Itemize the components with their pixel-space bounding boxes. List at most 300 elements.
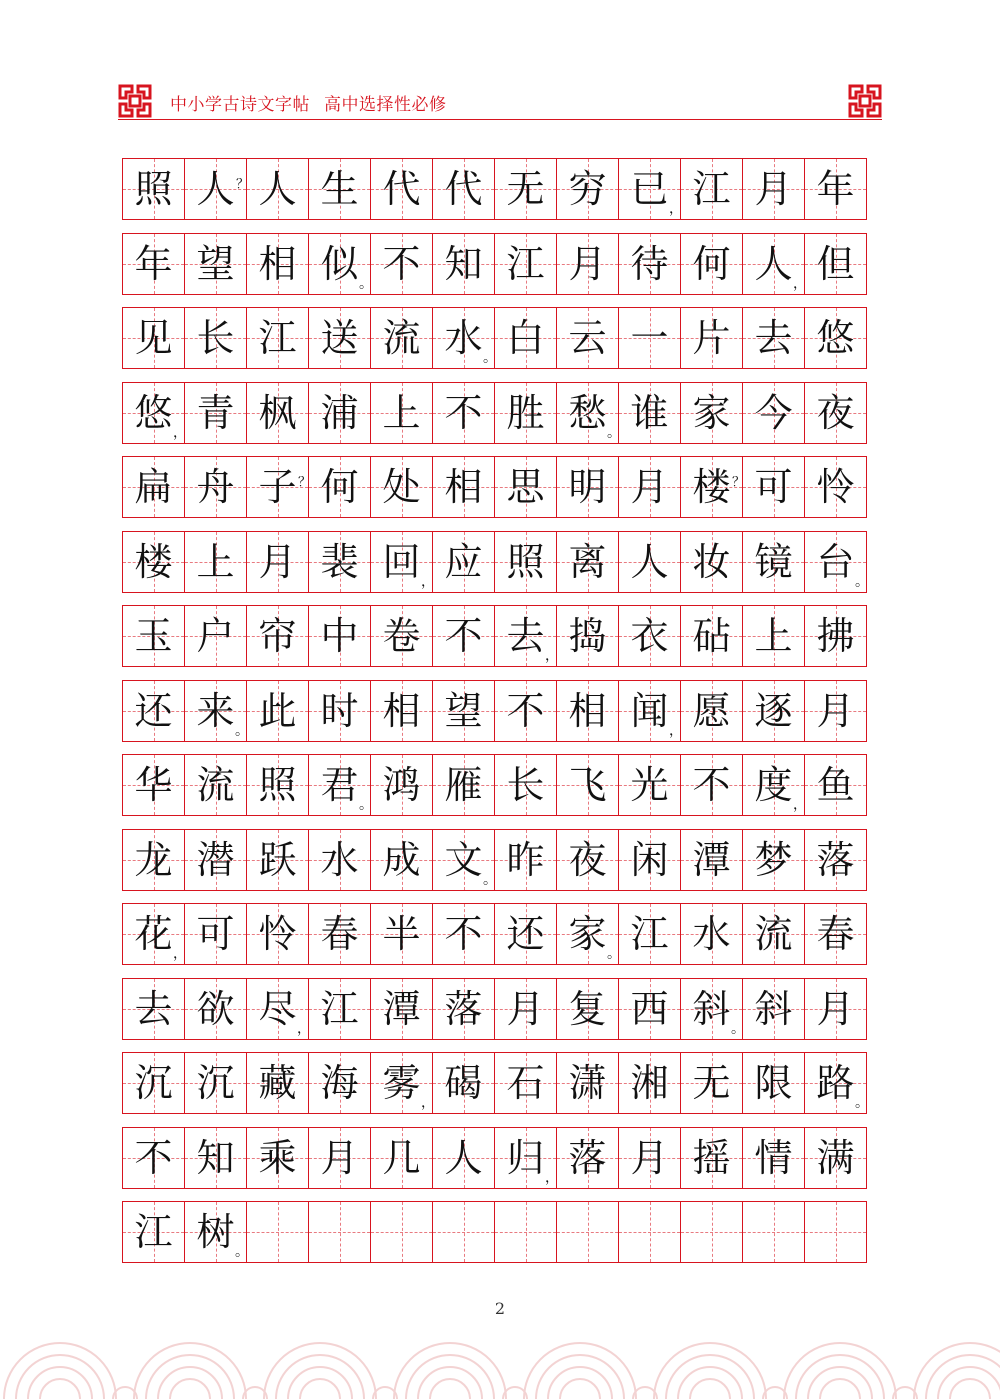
- grid-cell: [494, 1127, 557, 1189]
- character: 鱼: [816, 763, 855, 807]
- character: 妆: [692, 539, 731, 584]
- grid-row: [122, 233, 878, 295]
- character: 无: [506, 167, 545, 211]
- grid-cell: [432, 978, 495, 1040]
- grid-cell: [680, 456, 743, 518]
- character: 流: [382, 316, 421, 360]
- grid-cell: [680, 605, 743, 667]
- grid-cell: [804, 1201, 867, 1263]
- character: 拂: [816, 614, 855, 658]
- character: 此: [258, 688, 297, 733]
- character: 成: [382, 837, 421, 882]
- grid-cell: [494, 531, 557, 593]
- grid-cell: [432, 531, 495, 593]
- punctuation-mark: ，: [421, 573, 435, 590]
- character: 照: [258, 763, 297, 807]
- character: 砧: [692, 614, 731, 658]
- grid-cell: [308, 233, 371, 295]
- grid-cell: [370, 605, 433, 667]
- grid-cell: [246, 456, 309, 518]
- grid-cell: [370, 754, 433, 816]
- grid-cell: [308, 978, 371, 1040]
- grid-cell: [556, 1052, 619, 1114]
- character: 落: [444, 986, 483, 1031]
- character: 水: [444, 316, 483, 360]
- grid-cell: [742, 456, 805, 518]
- character: 思: [506, 465, 545, 509]
- grid-cell: [804, 903, 867, 965]
- grid-cell: [122, 680, 185, 742]
- grid-cell: [680, 382, 743, 444]
- grid-cell: [618, 754, 681, 816]
- character: 光: [630, 763, 669, 807]
- punctuation-mark: 。: [359, 275, 373, 292]
- grid-cell: [432, 754, 495, 816]
- grid-cell: [556, 680, 619, 742]
- character: 花: [134, 912, 173, 956]
- character: 望: [444, 688, 483, 733]
- grid-row: [122, 978, 878, 1040]
- character: 江: [692, 167, 731, 211]
- character: 枫: [258, 390, 297, 435]
- punctuation-mark: 。: [483, 871, 497, 888]
- character: 楼: [134, 539, 173, 584]
- grid-cell: [432, 158, 495, 220]
- grid-cell: [122, 754, 185, 816]
- character: 斜: [692, 986, 731, 1031]
- character: 月: [506, 986, 545, 1031]
- character: 石: [506, 1061, 545, 1105]
- grid-cell: [122, 1052, 185, 1114]
- punctuation-mark: ，: [793, 275, 807, 292]
- character: 归: [506, 1135, 545, 1180]
- character: 今: [754, 390, 793, 435]
- grid-cell: [804, 1127, 867, 1189]
- punctuation-mark: 。: [855, 1095, 869, 1111]
- character: [309, 1202, 370, 1262]
- grid-cell: [804, 1052, 867, 1114]
- character: 沉: [134, 1061, 173, 1105]
- character: 舟: [196, 465, 235, 509]
- grid-cell: [804, 531, 867, 593]
- grid-cell: [680, 680, 743, 742]
- grid-cell: [494, 158, 557, 220]
- punctuation-mark: 。: [731, 1020, 745, 1037]
- character: 春: [816, 912, 855, 956]
- punctuation-mark: ，: [297, 1020, 311, 1037]
- chinese-knot-logo-icon: [118, 84, 152, 118]
- grid-cell: [122, 903, 185, 965]
- character: [371, 1202, 432, 1262]
- character: 斜: [754, 986, 793, 1031]
- character: 人: [630, 539, 669, 584]
- character: 江: [134, 1210, 173, 1254]
- character: 还: [506, 912, 545, 956]
- grid-cell: [246, 382, 309, 444]
- punctuation-mark: 。: [359, 797, 373, 813]
- page-header: [118, 84, 882, 120]
- character: 可: [196, 912, 235, 956]
- grid-cell: [432, 605, 495, 667]
- character: 代: [382, 167, 421, 211]
- character: 白: [506, 316, 545, 360]
- character: 闻: [630, 688, 669, 733]
- header-title: [170, 90, 461, 115]
- grid-cell: [184, 531, 247, 593]
- grid-cell: [804, 605, 867, 667]
- punctuation-mark: ，: [669, 201, 683, 217]
- punctuation-mark: 。: [235, 722, 249, 739]
- grid-cell: [556, 754, 619, 816]
- grid-row: [122, 680, 878, 742]
- character: 西: [630, 986, 669, 1031]
- character: 雾: [382, 1061, 421, 1105]
- character: 长: [506, 763, 545, 807]
- punctuation-mark: ？: [235, 177, 249, 192]
- character: 怜: [816, 465, 855, 509]
- character: 几: [382, 1135, 421, 1180]
- grid-cell: [246, 1201, 309, 1263]
- grid-cell: [556, 233, 619, 295]
- grid-cell: [494, 903, 557, 965]
- punctuation-mark: ？: [297, 475, 311, 490]
- grid-cell: [680, 233, 743, 295]
- grid-cell: [246, 233, 309, 295]
- character: 夜: [816, 390, 855, 435]
- cloud-pattern-decoration: [0, 1318, 1000, 1399]
- grid-cell: [804, 829, 867, 891]
- character: 月: [630, 465, 669, 509]
- grid-cell: [556, 1201, 619, 1263]
- series-title: 中小学古诗文字帖: [170, 95, 310, 115]
- character: 年: [134, 241, 173, 286]
- grid-cell: [122, 233, 185, 295]
- grid-cell: [184, 1127, 247, 1189]
- grid-row: [122, 382, 878, 444]
- character: 相: [568, 688, 607, 733]
- character: 江: [258, 316, 297, 360]
- character: 月: [816, 986, 855, 1031]
- character: 还: [134, 688, 173, 733]
- grid-cell: [680, 531, 743, 593]
- character: 满: [816, 1135, 855, 1180]
- character: 无: [692, 1061, 731, 1105]
- character: 江: [506, 241, 545, 286]
- grid-cell: [742, 158, 805, 220]
- grid-cell: [308, 456, 371, 518]
- grid-cell: [556, 978, 619, 1040]
- grid-cell: [680, 1052, 743, 1114]
- grid-cell: [432, 456, 495, 518]
- grid-cell: [246, 829, 309, 891]
- grid-cell: [184, 754, 247, 816]
- character: 年: [816, 167, 855, 211]
- grid-cell: [184, 605, 247, 667]
- grid-cell: [184, 307, 247, 369]
- grid-row: [122, 1201, 878, 1263]
- grid-cell: [432, 903, 495, 965]
- character: 海: [320, 1061, 359, 1105]
- character: 长: [196, 316, 235, 360]
- character: 藏: [258, 1061, 297, 1105]
- character: 卷: [382, 614, 421, 658]
- character: 上: [382, 390, 421, 435]
- grid-cell: [246, 307, 309, 369]
- grid-cell: [122, 531, 185, 593]
- grid-cell: [432, 1052, 495, 1114]
- grid-cell: [804, 680, 867, 742]
- grid-cell: [742, 233, 805, 295]
- punctuation-mark: ，: [545, 1169, 559, 1186]
- grid-cell: [370, 456, 433, 518]
- grid-cell: [618, 158, 681, 220]
- grid-cell: [804, 382, 867, 444]
- grid-cell: [618, 1201, 681, 1263]
- grid-cell: [246, 1052, 309, 1114]
- grid-cell: [308, 158, 371, 220]
- grid-cell: [308, 829, 371, 891]
- grid-cell: [618, 307, 681, 369]
- grid-cell: [494, 307, 557, 369]
- character: 半: [382, 912, 421, 956]
- character: 江: [320, 986, 359, 1031]
- character: 愿: [692, 688, 731, 733]
- grid-row: [122, 903, 878, 965]
- grid-cell: [308, 754, 371, 816]
- grid-cell: [494, 1052, 557, 1114]
- grid-cell: [370, 307, 433, 369]
- character: 月: [816, 688, 855, 733]
- grid-row: [122, 158, 878, 220]
- grid-cell: [494, 233, 557, 295]
- grid-cell: [742, 382, 805, 444]
- grid-cell: [742, 680, 805, 742]
- character: 人: [258, 167, 297, 211]
- character: 欲: [196, 986, 235, 1031]
- character: 待: [630, 241, 669, 286]
- grid-cell: [122, 829, 185, 891]
- grid-cell: [618, 233, 681, 295]
- character: [743, 1202, 804, 1262]
- grid-cell: [308, 1201, 371, 1263]
- grid-cell: [432, 1201, 495, 1263]
- grid-cell: [122, 382, 185, 444]
- grid-row: [122, 1052, 878, 1114]
- grid-cell: [184, 978, 247, 1040]
- grid-cell: [618, 531, 681, 593]
- grid-cell: [556, 456, 619, 518]
- grid-cell: [184, 829, 247, 891]
- grid-row: [122, 307, 878, 369]
- character: 不: [444, 390, 483, 435]
- grid-cell: [494, 680, 557, 742]
- grid-row: [122, 829, 878, 891]
- character: 捣: [568, 614, 607, 658]
- character: 不: [444, 912, 483, 956]
- grid-cell: [246, 903, 309, 965]
- character: [619, 1202, 680, 1262]
- character: 青: [196, 390, 235, 435]
- character: 生: [320, 167, 359, 211]
- character: 沉: [196, 1061, 235, 1105]
- character: [433, 1202, 494, 1262]
- grid-cell: [494, 456, 557, 518]
- character: 望: [196, 241, 235, 286]
- grid-cell: [370, 382, 433, 444]
- character: 梦: [754, 837, 793, 882]
- character: 乘: [258, 1135, 297, 1180]
- character: 裴: [320, 539, 359, 584]
- grid-cell: [494, 1201, 557, 1263]
- character: [557, 1202, 618, 1262]
- grid-cell: [432, 233, 495, 295]
- grid-cell: [122, 1127, 185, 1189]
- character: 浦: [320, 390, 359, 435]
- character: 明: [568, 465, 607, 509]
- grid-cell: [742, 1201, 805, 1263]
- grid-cell: [184, 382, 247, 444]
- grid-cell: [308, 307, 371, 369]
- grid-cell: [556, 307, 619, 369]
- character: 玉: [134, 614, 173, 658]
- character: [495, 1202, 556, 1262]
- character: 愁: [568, 390, 607, 435]
- grid-cell: [494, 382, 557, 444]
- grid-cell: [184, 680, 247, 742]
- grid-cell: [432, 1127, 495, 1189]
- grid-cell: [308, 382, 371, 444]
- grid-cell: [246, 680, 309, 742]
- header-rule: [118, 119, 882, 120]
- character: 树: [196, 1210, 235, 1254]
- grid-cell: [556, 382, 619, 444]
- character: 已: [630, 167, 669, 211]
- character: 飞: [568, 763, 607, 807]
- character: 摇: [692, 1135, 731, 1180]
- character: 去: [134, 986, 173, 1031]
- grid-cell: [618, 1052, 681, 1114]
- character: 中: [320, 614, 359, 658]
- grid-cell: [494, 978, 557, 1040]
- grid-row: [122, 605, 878, 667]
- grid-cell: [432, 829, 495, 891]
- grid-cell: [246, 531, 309, 593]
- character: 代: [444, 167, 483, 211]
- character: 昨: [506, 837, 545, 882]
- grid-cell: [618, 456, 681, 518]
- character: 相: [444, 465, 483, 509]
- grid-cell: [494, 605, 557, 667]
- grid-cell: [184, 158, 247, 220]
- character: 月: [754, 167, 793, 211]
- character: 穷: [568, 167, 607, 211]
- grid-cell: [308, 903, 371, 965]
- character: 度: [754, 763, 793, 807]
- grid-cell: [618, 829, 681, 891]
- character: 何: [320, 465, 359, 509]
- character: 衣: [630, 614, 669, 658]
- punctuation-mark: ？: [731, 475, 745, 490]
- grid-row: [122, 456, 878, 518]
- character: 湘: [630, 1061, 669, 1105]
- character: 去: [506, 614, 545, 658]
- grid-cell: [432, 680, 495, 742]
- character: 户: [196, 614, 235, 658]
- grid-cell: [742, 605, 805, 667]
- character: 家: [692, 390, 731, 435]
- punctuation-mark: 。: [483, 350, 497, 366]
- punctuation-mark: ，: [421, 1095, 435, 1111]
- character: 碣: [444, 1061, 483, 1105]
- grid-cell: [494, 829, 557, 891]
- grid-cell: [742, 829, 805, 891]
- page-number: 2: [494, 1299, 506, 1318]
- punctuation-mark: 。: [855, 573, 869, 590]
- character: 流: [754, 912, 793, 956]
- grid-cell: [804, 158, 867, 220]
- character: 相: [258, 241, 297, 286]
- grid-cell: [184, 903, 247, 965]
- character: 不: [444, 614, 483, 658]
- character: 子: [258, 465, 297, 509]
- character: 一: [630, 316, 669, 360]
- character: 知: [196, 1135, 235, 1180]
- grid-cell: [556, 531, 619, 593]
- character: 不: [382, 241, 421, 286]
- character: 流: [196, 763, 235, 807]
- character: 人: [754, 241, 793, 286]
- punctuation-mark: ，: [173, 946, 187, 962]
- character: 江: [630, 912, 669, 956]
- grid-cell: [618, 382, 681, 444]
- character: 潭: [692, 837, 731, 882]
- character: 文: [444, 837, 483, 882]
- grid-cell: [122, 456, 185, 518]
- character: 云: [568, 316, 607, 360]
- character: 楼: [692, 465, 731, 509]
- grid-cell: [680, 754, 743, 816]
- character: 离: [568, 539, 607, 584]
- grid-cell: [618, 680, 681, 742]
- grid-cell: [432, 382, 495, 444]
- grid-cell: [370, 1052, 433, 1114]
- grid-cell: [246, 1127, 309, 1189]
- grid-cell: [618, 605, 681, 667]
- grid-cell: [246, 158, 309, 220]
- character: 帘: [258, 614, 297, 658]
- grid-cell: [370, 1201, 433, 1263]
- character: 去: [754, 316, 793, 360]
- character: 何: [692, 241, 731, 286]
- character: 不: [506, 688, 545, 733]
- punctuation-mark: 。: [607, 946, 621, 962]
- character: 水: [692, 912, 731, 956]
- grid-cell: [556, 158, 619, 220]
- grid-cell: [680, 307, 743, 369]
- grid-cell: [618, 978, 681, 1040]
- character: 限: [754, 1061, 793, 1105]
- grid-cell: [742, 978, 805, 1040]
- character: 人: [444, 1135, 483, 1180]
- character: 回: [382, 539, 421, 584]
- character: 处: [382, 465, 421, 509]
- character: 但: [816, 241, 855, 286]
- character: 路: [816, 1061, 855, 1105]
- volume-title: 高中选择性必修: [324, 95, 447, 115]
- grid-cell: [246, 754, 309, 816]
- character: 潇: [568, 1061, 607, 1105]
- grid-cell: [432, 307, 495, 369]
